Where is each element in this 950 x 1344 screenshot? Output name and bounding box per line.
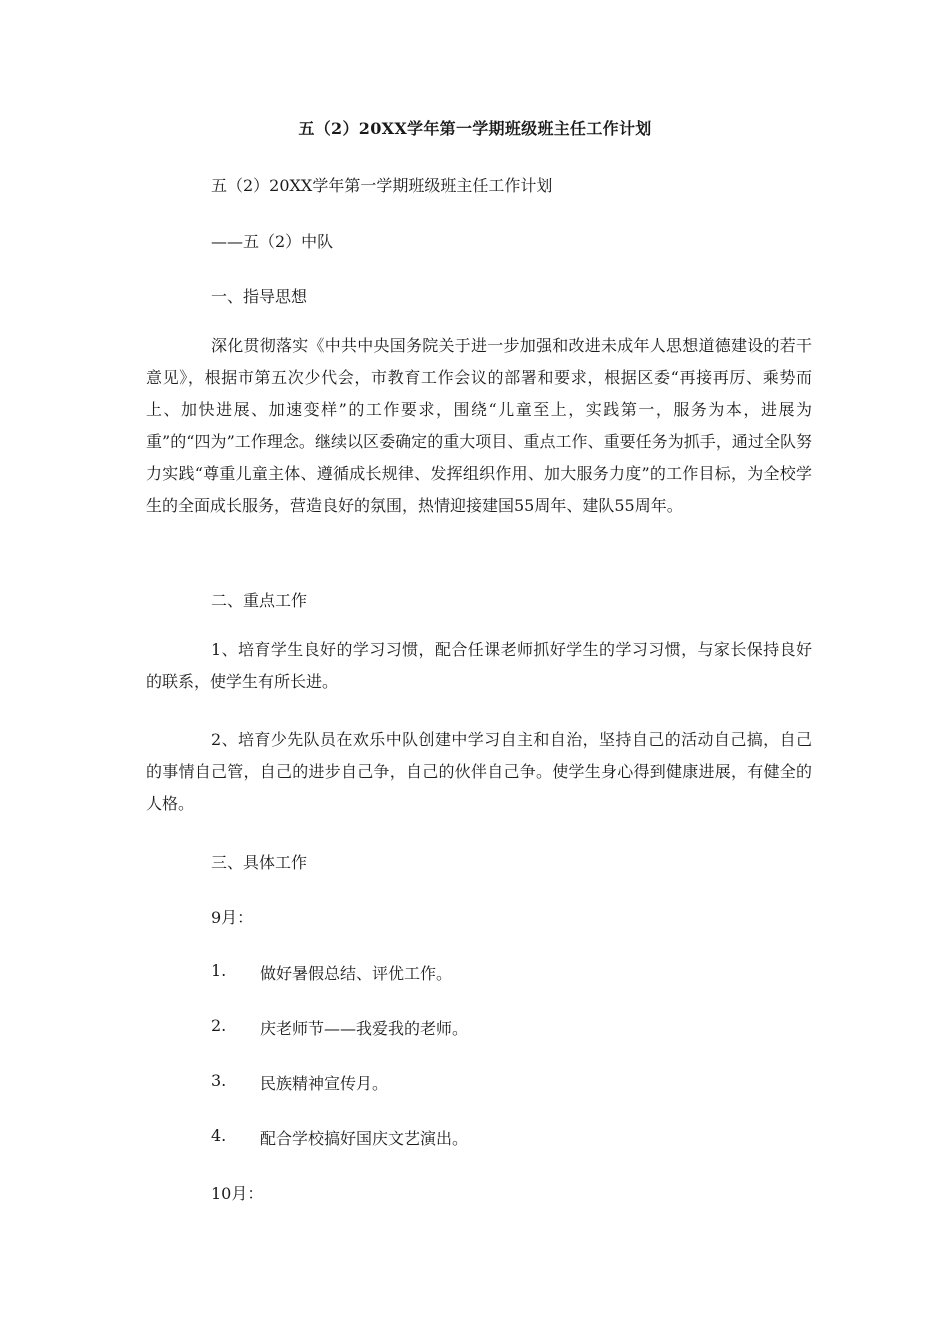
section-heading-key-work: 二、重点工作 (211, 591, 308, 610)
list-item-text: 民族精神宣传月。 (260, 1074, 389, 1093)
guiding-thought-paragraph: 深化贯彻落实《中共中央国务院关于进一步加强和改进未成年人思想道德建设的若干意见》，根据市第五次少代会，市教育工作会议的部署和要求，根据区委“再接再厉、乘势而上、加快进展、加速变样”的工作要求，围绕“儿童至上，实践第一，服务为本，进展为重”的“四为”工作理念。继续以区委确定的重大项目、重点工作、重要任务为抓手，通过全队努力实践“尊重儿童主体、遵循成长规律、发挥组织作用、加大服务力度”的工作目标，为全校学生的全面成长服务，营造良好的氛围，热情迎接建国55周年、建队55周年。 (146, 336, 812, 515)
month-label-october: 10月： (211, 1184, 264, 1203)
list-item-text: 做好暑假总结、评优工作。 (260, 964, 453, 983)
section-heading-guiding-thought: 一、指导思想 (211, 287, 308, 306)
list-item-text: 配合学校搞好国庆文艺演出。 (260, 1129, 469, 1148)
key-work-item-1: 1、培育学生良好的学习习惯，配合任课老师抓好学生的学习习惯，与家长保持良好的联系，使学生有所长进。 (146, 640, 812, 691)
section-heading-specific-work: 三、具体工作 (211, 853, 308, 872)
list-item-text: 庆老师节——我爱我的老师。 (260, 1019, 469, 1038)
list-item-number: 2. (211, 1016, 227, 1035)
document-title: 五（2）20XX学年第一学期班级班主任工作计划 (298, 119, 652, 138)
month-label-september: 9月： (211, 908, 254, 927)
list-item-number: 4. (211, 1126, 227, 1145)
key-work-item-2: 2、培育少先队员在欢乐中队创建中学习自主和自治，坚持自己的活动自己搞，自己的事情自己管，自己的进步自己争，自己的伙伴自己争。使学生身心得到健康进展，有健全的人格。 (146, 730, 812, 813)
team-name: ——五（2）中队 (211, 232, 334, 251)
document-subtitle: 五（2）20XX学年第一学期班级班主任工作计划 (211, 176, 553, 195)
list-item-number: 3. (211, 1071, 227, 1090)
list-item-number: 1. (211, 961, 227, 980)
